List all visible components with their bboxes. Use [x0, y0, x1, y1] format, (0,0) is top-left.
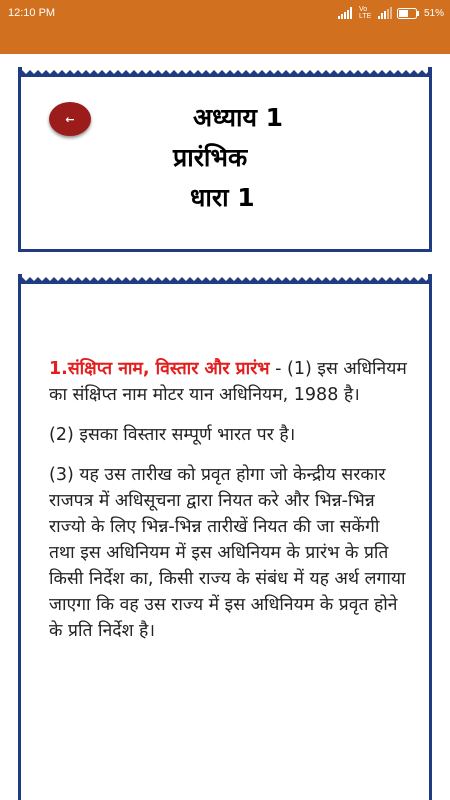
status-time: 12:10 PM — [8, 7, 56, 19]
paragraph-1 — [49, 356, 409, 408]
back-arrow-icon: ← — [65, 112, 75, 126]
paragraph-2: (2) इसका विस्तार सम्पूर्ण भारत पर है। — [49, 425, 296, 445]
section-title: धारा 1 — [190, 183, 255, 212]
status-icons — [338, 6, 444, 20]
ornament-border — [18, 67, 432, 79]
signal-icon-2 — [378, 7, 392, 19]
part-title: प्रारंभिक — [173, 143, 248, 172]
paragraph-1-text: - (1) इस अधिनियम का संक्षिप्त नाम मोटर यान अधिनियम, 1988 है। — [49, 359, 407, 405]
signal-icon — [338, 7, 354, 19]
battery-percent: 51% — [423, 7, 444, 19]
section-heading: 1.संक्षिप्त नाम, विस्तार और प्रारंभ — [49, 359, 270, 379]
chapter-title: अध्याय 1 — [193, 103, 284, 132]
back-button[interactable] — [49, 102, 91, 136]
paragraph-3: (3) यह उस तारीख को प्रवृत होगा जो केन्द्रीय सरकार राजपत्र में अधिसूचना द्वारा नियत करे और भिन्न-भिन्न राज्यो के लिए भिन्न-भिन्न तारीखें नियत की जा सकेंगी तथा इस अधिनियम में इस अधिनियम के प्रारंभ के प्रति किसी निर्देश का, किसी राज्य के संबंध में यह अर्थ लगाया जाएगा कि वह उस राज्य में इस अधिनियम के प्रवृत होने के प्रति निर्देश है। — [49, 465, 406, 641]
content-card — [18, 284, 432, 800]
ornament-border — [18, 274, 432, 286]
header-card — [18, 77, 432, 252]
network-label: Vo LTE — [358, 6, 372, 20]
app-bar — [0, 28, 450, 54]
battery-icon — [397, 8, 419, 19]
section-text — [49, 356, 409, 658]
status-bar — [0, 0, 450, 28]
